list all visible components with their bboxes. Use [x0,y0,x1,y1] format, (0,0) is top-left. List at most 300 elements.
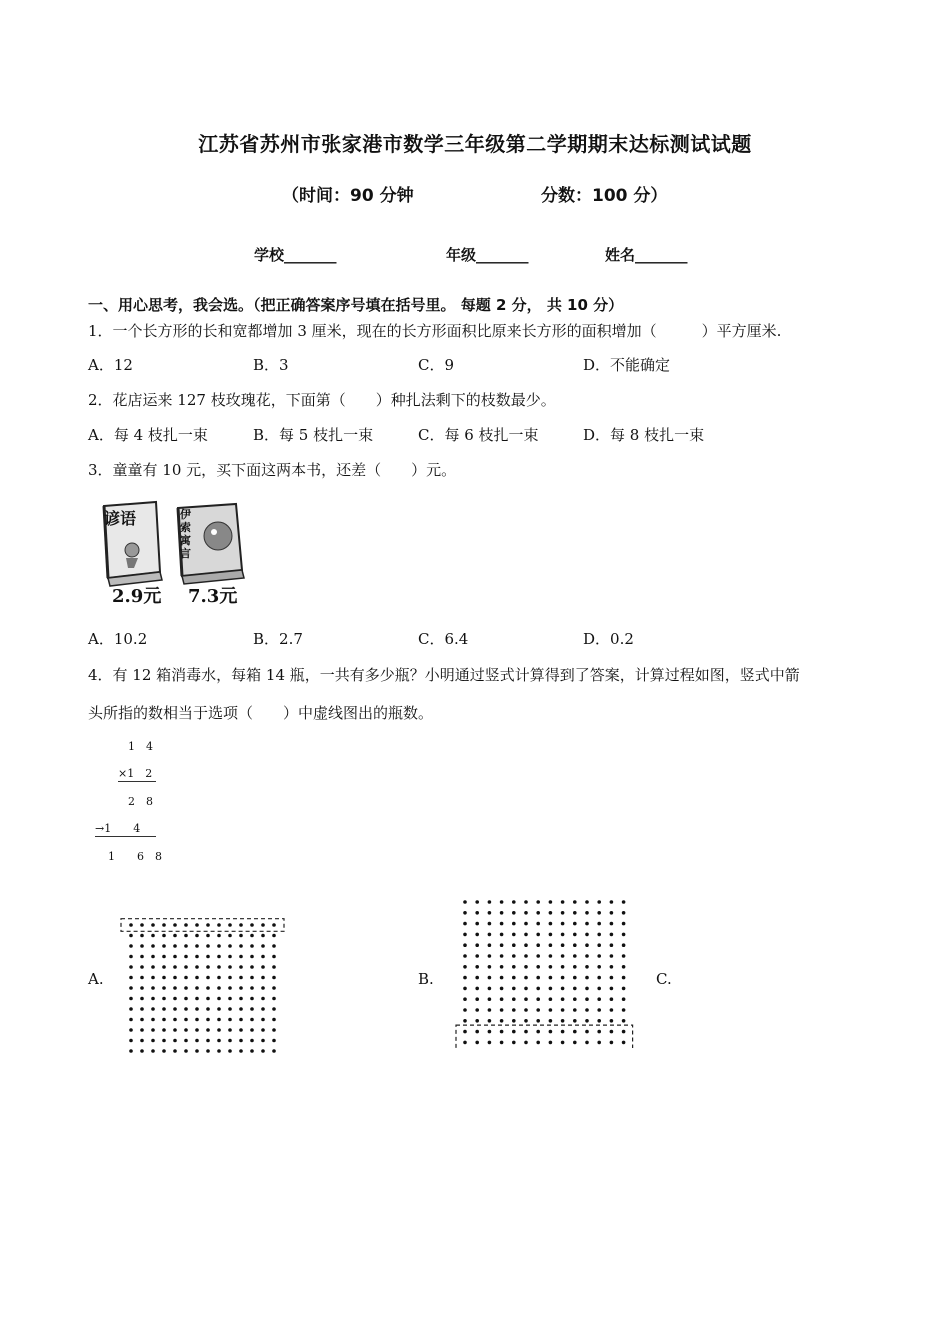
q1-option-a: A．12 [88,356,133,374]
dot [272,1018,276,1022]
question-3: 3．童童有 10 元，买下面这两本书，还差（ ）元。 [88,461,457,479]
dot [500,900,504,904]
dot [622,997,626,1001]
dot [500,954,504,958]
page-title: 江苏省苏州市张家港市数学三年级第二学期期末达标测试试题 [198,132,752,156]
dot [573,1030,577,1034]
dot [610,900,614,904]
section-heading: 一、用心思考，我会选。（把正确答案序号填在括号里。 每题 2 分， 共 10 分） [88,296,624,314]
dot [195,944,199,948]
dot [488,1041,492,1045]
dot [549,1019,553,1023]
q3-option-d: D．0.2 [583,630,634,648]
dot [597,1041,601,1045]
dot [140,965,144,969]
dot [536,976,540,980]
dot [129,997,133,1001]
dot [475,943,479,947]
dot [195,923,199,927]
dot [573,1041,577,1045]
dot [184,1028,188,1032]
dot [488,1008,492,1012]
dot [463,933,467,937]
dot [463,1019,467,1023]
dot [610,911,614,915]
dot [272,923,276,927]
dot [217,1049,221,1053]
dot [597,965,601,969]
dot [488,987,492,991]
dot [250,955,254,959]
school-field: 学校_______ [254,246,337,264]
dot [488,954,492,958]
dot [228,944,232,948]
dot [173,965,177,969]
dot [173,1049,177,1053]
dot [151,986,155,990]
dot [463,987,467,991]
dot [239,965,243,969]
dot [272,1007,276,1011]
dot [500,943,504,947]
dot [573,976,577,980]
dot [463,1008,467,1012]
score-label: 分数：100 分） [541,186,668,206]
q4-option-c: C. [656,970,672,988]
dot [250,1049,254,1053]
dot [597,976,601,980]
dot [512,911,516,915]
dot [610,933,614,937]
dot [610,997,614,1001]
q4-option-b: B. [418,970,434,988]
dot [536,987,540,991]
dot [475,1008,479,1012]
dot [622,1041,626,1045]
dot [162,1007,166,1011]
dashed-selection [456,1025,633,1048]
dot [500,997,504,1001]
dot [585,976,589,980]
dot [261,944,265,948]
dot [261,1018,265,1022]
q1-option-b: B．3 [253,356,289,374]
dot [573,922,577,926]
dot [261,997,265,1001]
dot [184,923,188,927]
dot [217,934,221,938]
dot [597,1019,601,1023]
dot [536,943,540,947]
dot [561,965,565,969]
dot [536,900,540,904]
dot [261,923,265,927]
dot [173,997,177,1001]
dot [561,976,565,980]
dot [475,1030,479,1034]
dot [549,954,553,958]
dot [129,955,133,959]
dot [140,1007,144,1011]
question-4-line2: 头所指的数相当于选项（ ）中虚线图出的瓶数。 [88,704,434,722]
dot [573,1019,577,1023]
dot [500,1041,504,1045]
book-2-price: 7.3元 [188,586,238,607]
dot [239,955,243,959]
dot [250,934,254,938]
dot [239,986,243,990]
dot [239,944,243,948]
dot [228,997,232,1001]
dot [228,986,232,990]
dot [585,1041,589,1045]
dot [512,922,516,926]
dot [463,1030,467,1034]
dot [475,976,479,980]
q3-option-b: B．2.7 [253,630,303,648]
dot [272,976,276,980]
dot [195,997,199,1001]
dot [184,965,188,969]
calc-row-4: →1 4 [95,820,156,837]
time-label: （时间：90 分钟 [282,186,414,206]
dot [463,922,467,926]
question-2: 2．花店运来 127 枝玫瑰花，下面第（ ）种扎法剩下的枝数最少。 [88,391,556,409]
dot [573,987,577,991]
dot [272,944,276,948]
dot [173,1007,177,1011]
dot [206,955,210,959]
dot [250,1007,254,1011]
dot [512,900,516,904]
dot [512,933,516,937]
dot [217,1018,221,1022]
dot [217,965,221,969]
dot [585,954,589,958]
dot [610,1030,614,1034]
dot [524,1041,528,1045]
question-1: 1．一个长方形的长和宽都增加 3 厘米，现在的长方形面积比原来长方形的面积增加（ ）平方厘米. [88,322,782,340]
dot [140,1049,144,1053]
dot [622,943,626,947]
dot [549,922,553,926]
dot [206,1007,210,1011]
dot [536,1008,540,1012]
question-4-line1: 4．有 12 箱消毒水，每箱 14 瓶，一共有多少瓶？小明通过竖式计算得到了答案，计算过程如图，竖式中箭 [88,666,800,684]
dot [228,923,232,927]
dot [500,987,504,991]
dot [195,976,199,980]
dot [151,934,155,938]
dot [524,922,528,926]
dot [129,976,133,980]
dot [206,1039,210,1043]
dot [561,911,565,915]
dot [561,900,565,904]
q1-option-c: C．9 [418,356,455,374]
dot [475,965,479,969]
dot [622,965,626,969]
dot [206,965,210,969]
dot [261,965,265,969]
dot [173,1028,177,1032]
books-illustration [98,498,258,608]
dot [536,997,540,1001]
dot [151,1007,155,1011]
dot [162,934,166,938]
dot [561,1019,565,1023]
dot [140,955,144,959]
dot [549,943,553,947]
dot [597,911,601,915]
dot [151,1018,155,1022]
dot [151,997,155,1001]
dot [597,943,601,947]
name-field: 姓名_______ [605,246,688,264]
dot [261,986,265,990]
dot [250,944,254,948]
dot [206,997,210,1001]
dot [512,987,516,991]
dot [500,1019,504,1023]
dot [573,943,577,947]
dot [228,1049,232,1053]
dot [524,1008,528,1012]
dot [129,1007,133,1011]
dot [228,1018,232,1022]
dot [261,1039,265,1043]
dot [173,923,177,927]
dot [524,965,528,969]
dot [261,1007,265,1011]
dot [129,923,133,927]
dot [597,922,601,926]
dot [610,1041,614,1045]
dot [549,987,553,991]
dot [549,1008,553,1012]
dot [500,922,504,926]
dot [217,955,221,959]
dot [573,965,577,969]
dot [463,976,467,980]
book-1-title: 谚语 [104,509,137,528]
dot [524,911,528,915]
dot [610,987,614,991]
dot [261,1028,265,1032]
dot [217,1007,221,1011]
dot [610,954,614,958]
dot [250,965,254,969]
dot [140,1018,144,1022]
dot [475,997,479,1001]
dot [536,933,540,937]
dot [206,1028,210,1032]
dot [524,954,528,958]
dot [524,900,528,904]
dot [261,955,265,959]
dot [475,922,479,926]
dot [573,1008,577,1012]
dot [524,1019,528,1023]
dot [173,1039,177,1043]
dot [184,955,188,959]
dot [549,976,553,980]
q3-option-c: C．6.4 [418,630,469,648]
dot [512,976,516,980]
dot [610,922,614,926]
dot [184,934,188,938]
dot [463,943,467,947]
dot [475,1041,479,1045]
dot [195,1039,199,1043]
dot [239,1039,243,1043]
dot [549,911,553,915]
dot [206,1049,210,1053]
dot [597,933,601,937]
dot [561,933,565,937]
dot [184,1007,188,1011]
dot [488,933,492,937]
dot [228,976,232,980]
dot [475,954,479,958]
dot [162,955,166,959]
dot [463,1041,467,1045]
dot [195,1028,199,1032]
dot [261,1049,265,1053]
dot [217,986,221,990]
dot [151,965,155,969]
dot [239,923,243,927]
dot [597,1030,601,1034]
dot [239,934,243,938]
dot [488,922,492,926]
dot [239,976,243,980]
dot [597,954,601,958]
dot [184,1049,188,1053]
dot [549,997,553,1001]
dot [272,997,276,1001]
dot [217,923,221,927]
dot [206,1018,210,1022]
dot [573,933,577,937]
dot [500,933,504,937]
dot [239,1018,243,1022]
dot [622,1008,626,1012]
dot [610,976,614,980]
dot [162,986,166,990]
dot [573,954,577,958]
dot [610,965,614,969]
dot [272,1039,276,1043]
dot [622,900,626,904]
dot [585,911,589,915]
dot [475,900,479,904]
dot [129,965,133,969]
dot [206,986,210,990]
dot [549,1030,553,1034]
dot [217,944,221,948]
dot [140,923,144,927]
dot [573,997,577,1001]
dot [140,944,144,948]
dot [585,1019,589,1023]
dot [585,922,589,926]
dot [463,997,467,1001]
dot [173,986,177,990]
dot [206,944,210,948]
dot [184,944,188,948]
dot [217,1028,221,1032]
dot [536,1041,540,1045]
dot [217,976,221,980]
dot [585,997,589,1001]
dot [272,986,276,990]
dot [173,955,177,959]
dot [184,1018,188,1022]
book-2-title: 伊索寓言 [180,508,191,560]
dot [228,1007,232,1011]
dot [162,1039,166,1043]
dot [573,900,577,904]
dot [561,987,565,991]
dot [184,986,188,990]
dot [272,955,276,959]
dot [272,1028,276,1032]
dot [140,1039,144,1043]
dot-grid-a [118,914,288,1060]
dot [217,1039,221,1043]
dot [622,987,626,991]
dot [585,933,589,937]
dot [524,987,528,991]
dot [610,943,614,947]
dot [228,965,232,969]
dot [512,1030,516,1034]
q2-option-b: B．每 5 枝扎一束 [253,426,374,444]
dot [151,976,155,980]
dot [488,965,492,969]
dot [463,965,467,969]
dot [524,943,528,947]
dot [488,1019,492,1023]
dot [140,976,144,980]
dot [151,955,155,959]
dot [549,933,553,937]
dot [140,997,144,1001]
dot [585,1008,589,1012]
dot [536,965,540,969]
dot [162,1018,166,1022]
dot [261,934,265,938]
dot [536,922,540,926]
dot [228,955,232,959]
dot [524,1030,528,1034]
dot [228,1039,232,1043]
dot [597,997,601,1001]
calc-row-5: 1 6 8 [108,850,162,863]
dot [475,1019,479,1023]
q4-option-a: A. [88,970,104,988]
dot [140,934,144,938]
dot [250,997,254,1001]
dot [488,997,492,1001]
dot [622,976,626,980]
dot [536,954,540,958]
dot [151,944,155,948]
dot [475,911,479,915]
dot [173,944,177,948]
dot [561,997,565,1001]
